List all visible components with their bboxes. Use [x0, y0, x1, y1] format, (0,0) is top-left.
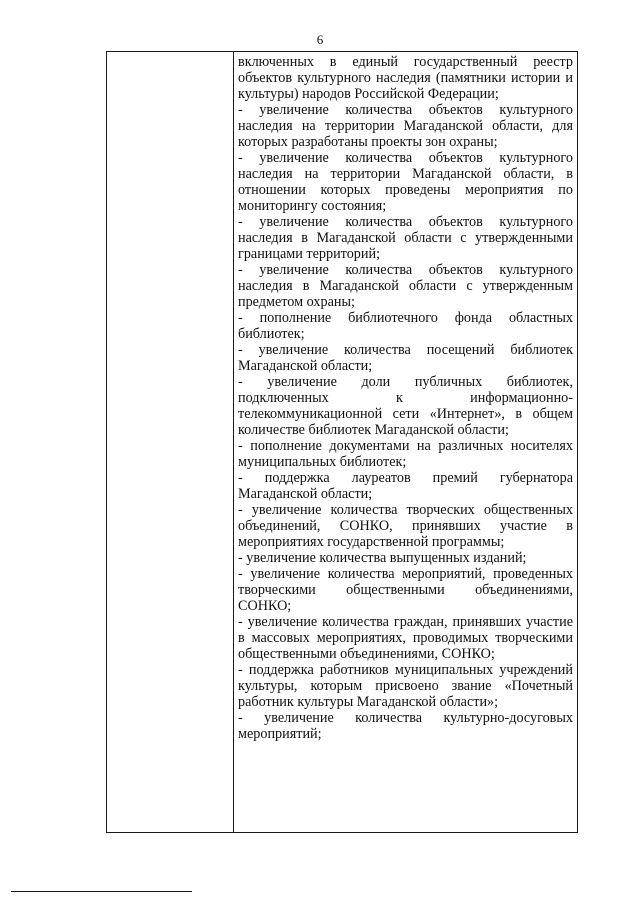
list-item: - увеличение количества творческих общественных объединений, СОНКО, принявших участие в мероприятиях государственной программы; [238, 502, 573, 550]
list-item: - увеличение количества посещений библиотек Магаданской области; [238, 342, 573, 374]
list-item: - поддержка работников муниципальных учреждений культуры, которым присвоено звание «Почетный работник культуры Магаданской области»; [238, 662, 573, 710]
list-item: - пополнение библиотечного фонда областных библиотек; [238, 310, 573, 342]
list-item: - увеличение количества объектов культурного наследия в Магаданской области с утвержденными границами территорий; [238, 214, 573, 262]
list-item: - поддержка лауреатов премий губернатора Магаданской области; [238, 470, 573, 502]
list-item: - увеличение количества мероприятий, проведенных творческими общественными объединениями, СОНКО; [238, 566, 573, 614]
page-number: 6 [316, 32, 324, 47]
list-item: - пополнение документами на различных носителях муниципальных библиотек; [238, 438, 573, 470]
list-item: - увеличение количества граждан, принявших участие в массовых мероприятиях, проводимых творческими общественными объединениями, СОНКО; [238, 614, 573, 662]
list-item: - увеличение доли публичных библиотек, подключенных к информационно-телекоммуникационной сети «Интернет», в общем количестве библиотек Магаданской области; [238, 374, 573, 438]
footer-divider [11, 891, 192, 892]
list-item: - увеличение количества объектов культурного наследия на территории Магаданской области, для которых разработаны проекты зон охраны; [238, 102, 573, 150]
list-item: - увеличение количества культурно-досуговых мероприятий; [238, 710, 573, 742]
table-left-cell [107, 52, 234, 832]
indicator-table [106, 51, 578, 833]
list-item: - увеличение количества объектов культурного наследия на территории Магаданской области, в отношении которых проведены мероприятия по мониторингу состояния; [238, 150, 573, 214]
list-item: - увеличение количества объектов культурного наследия в Магаданской области с утвержденным предметом охраны; [238, 262, 573, 310]
table-right-cell [234, 52, 577, 832]
list-item: - увеличение количества выпущенных изданий; [238, 550, 527, 566]
list-item: включенных в единый государственный реестр объектов культурного наследия (памятники истории и культуры) народов Российской Федерации; [238, 54, 573, 102]
